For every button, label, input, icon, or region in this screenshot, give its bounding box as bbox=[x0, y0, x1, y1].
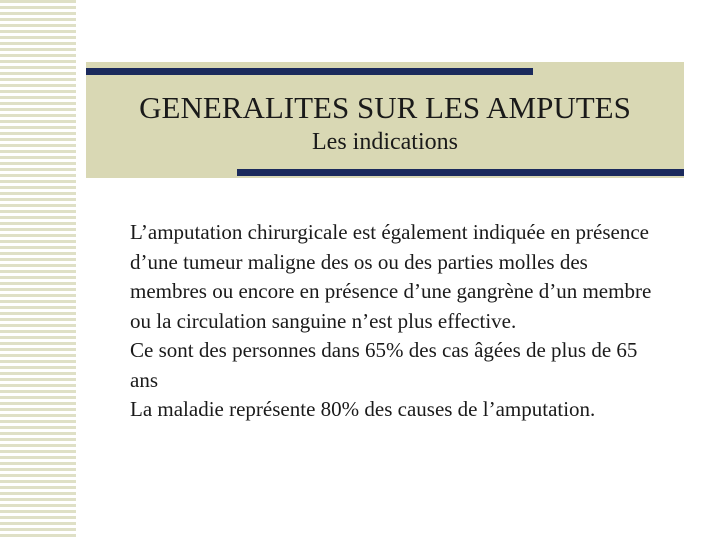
accent-bar-bottom bbox=[237, 169, 684, 176]
body-paragraph-causes: La maladie représente 80% des causes de l’amputation. bbox=[130, 397, 596, 421]
body-paragraph-age: Ce sont des personnes dans 65% des cas âgées de plus de 65 ans bbox=[130, 338, 638, 392]
slide-body bbox=[130, 218, 660, 425]
body-paragraph-indications: L’amputation chirurgicale est également indiquée en présence d’une tumeur maligne des os ou des parties molles des membres ou encore en présence d’une gangrène d’un membre ou la circulation sanguine n’est plus effective. bbox=[130, 220, 652, 333]
decorative-stripe-band bbox=[0, 0, 78, 540]
accent-bar-top bbox=[86, 68, 533, 75]
slide-title: GENERALITES SUR LES AMPUTES bbox=[139, 90, 631, 125]
slide-subtitle: Les indications bbox=[312, 129, 458, 155]
